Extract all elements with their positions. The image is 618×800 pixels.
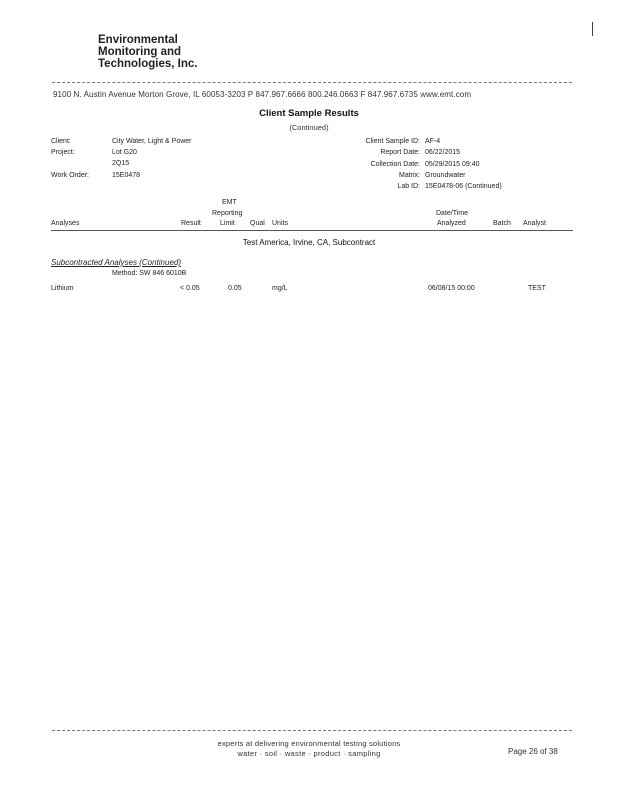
collection-date-value: 05/29/2015 09:40 [425, 161, 480, 168]
col-datetime-header: Date/Time [436, 210, 469, 217]
header-rule [52, 82, 572, 83]
col-analyses-header: Analyses [51, 220, 80, 227]
row-result: < 0.05 [180, 285, 200, 292]
project-value-1: Lot G20 [112, 149, 137, 156]
footer-rule [52, 730, 572, 731]
col-result-header: Result [181, 220, 201, 227]
row-analyst: TEST [528, 285, 546, 292]
sample-id-label: Client Sample ID: [365, 138, 420, 145]
sample-id-value: AF-4 [425, 138, 441, 145]
lab-id-label: Lab ID: [397, 183, 420, 190]
row-units: mg/L [272, 285, 288, 292]
page-edge-mark [592, 22, 593, 36]
col-reporting-header: Reporting [212, 210, 243, 217]
col-batch-header: Batch [493, 220, 511, 227]
company-logo [98, 34, 197, 70]
report-date-label: Report Date: [380, 149, 420, 156]
work-order-label: Work Order: [51, 172, 89, 179]
company-address: 9100 N. Austin Avenue Morton Grove, IL 60053-3203 P 847.967.6666 800.246.0663 F 847.967.6735 www.emt.com [53, 90, 472, 99]
client-value: City Water, Light & Power [112, 138, 192, 145]
row-analyzed: 06/08/15 00:00 [428, 285, 475, 292]
lab-id-value: 15E0478-06 (Continued) [425, 183, 502, 190]
matrix-value: Groundwater [425, 172, 466, 179]
col-analyzed-header: Analyzed [437, 220, 466, 227]
col-limit-header: Limit [220, 220, 235, 227]
section-title: Test America, Irvine, CA, Subcontract [242, 238, 376, 247]
row-analyte: Lithium [51, 285, 74, 292]
col-emt-header: EMT [222, 199, 237, 206]
row-limit: 0.05 [228, 285, 242, 292]
collection-date-label: Collection Date: [370, 161, 420, 168]
subsection-title: Subcontracted Analyses (Continued) [51, 258, 181, 267]
project-value-2: 2Q15 [112, 160, 130, 167]
report-title: Client Sample Results [259, 108, 359, 119]
footer-tagline: experts at delivering environmental testing solutions [217, 739, 401, 748]
report-date-value: 06/22/2015 [425, 149, 461, 156]
company-name-line3: Technologies, Inc. [98, 58, 198, 70]
client-label: Client: [51, 138, 71, 145]
footer-services: water · soil · waste · product · sampling [237, 749, 381, 758]
col-units-header: Units [272, 220, 288, 227]
page-number: Page 26 of 38 [508, 747, 558, 756]
table-header-rule [51, 230, 573, 231]
work-order-value: 15E0478 [112, 172, 141, 179]
col-analyst-header: Analyst [523, 220, 546, 227]
project-label: Project: [51, 149, 75, 156]
report-subtitle: (Continued) [289, 123, 329, 132]
company-name-line1: Environmental [98, 34, 178, 46]
company-name-line2: Monitoring and [98, 46, 182, 58]
method-line: Method: SW 846 6010B [112, 270, 187, 277]
col-qual-header: Qual [250, 220, 265, 227]
matrix-label: Matrix: [399, 172, 420, 179]
